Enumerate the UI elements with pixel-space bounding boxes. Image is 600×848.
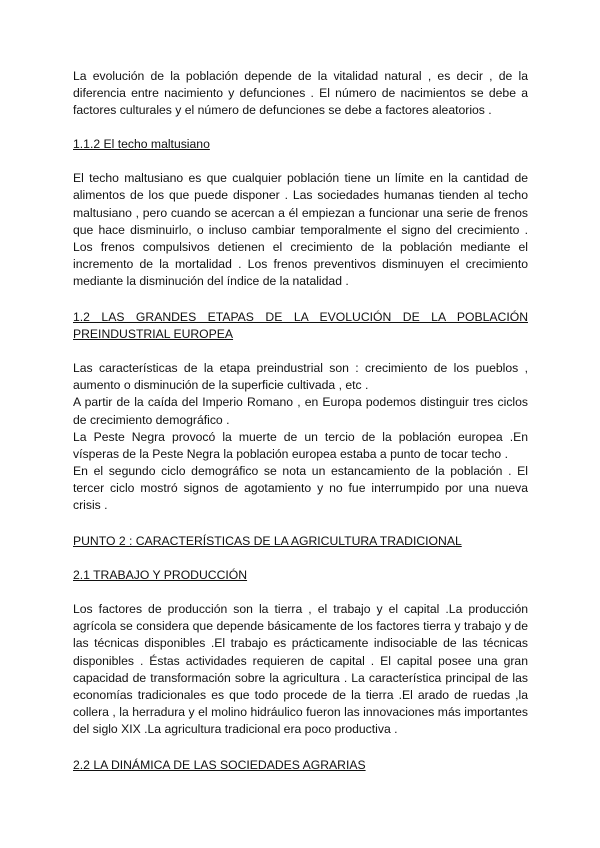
heading-1-2: 1.2 LAS GRANDES ETAPAS DE LA EVOLUCIÓN DE LA POBLACIÓN PREINDUSTRIAL EUROPEA	[73, 310, 528, 342]
etapas-paragraph-4: En el segundo ciclo demográfico se nota un estancamiento de la población . El tercer ciclo mostró signos de agotamiento y no fue interrumpido por una nueva crisis .	[73, 463, 528, 512]
etapas-paragraph-3: La Peste Negra provocó la muerte de un tercio de la población europea .En vísperas de la Peste Negra la población europea estaba a punto de tocar techo .	[73, 429, 528, 461]
intro-paragraph: La evolución de la población depende de la vitalidad natural , es decir , de la diferencia entre nacimiento y defunciones . El número de nacimientos se debe a factores culturales y el número de defunciones se debe a factores aleatorios .	[73, 69, 528, 118]
techo-maltusiano-paragraph: El techo maltusiano es que cualquier población tiene un límite en la cantidad de alimentos de los que puede disponer . Las sociedades humanas tienden al techo maltusiano , pero cuando se acercan a él empiezan a funcionar una serie de frenos que hace disminuirlo, o incluso cambiar temporalmente el signo del crecimiento . Los frenos compulsivos detienen el crecimiento de la población mediante el incremento de la mortalidad . Los frenos preventivos disminuyen el crecimiento mediante la disminución del índice de la natalidad .	[73, 171, 528, 288]
heading-1-1-2: 1.1.2 El techo maltusiano	[73, 137, 210, 152]
trabajo-produccion-paragraph: Los factores de producción son la tierra , el trabajo y el capital .La producción agrícola se considera que depende básicamente de los factores tierra y trabajo y de las técnicas disponibles .El trabajo es prácticamente indisociable de las técnicas disponibles . Éstas actividades requieren de capital . El capital posee una gran capacidad de transformación sobre la agricultura . La característica principal de las economías tradicionales es que todo procede de la tierra .El arado de ruedas ,la collera , la herradura y el molino hidráulico fueron las innovaciones más importantes del siglo XIX .La agricultura tradicional era poco productiva .	[73, 602, 528, 736]
etapas-paragraph-1: Las características de la etapa preindustrial son : crecimiento de los pueblos , aumento o disminución de la superficie cultivada , etc .	[73, 361, 528, 393]
heading-punto-2: PUNTO 2 : CARACTERÍSTICAS DE LA AGRICULTURA TRADICIONAL	[73, 534, 462, 549]
etapas-paragraph-2: A partir de la caída del Imperio Romano , en Europa podemos distinguir tres ciclos de crecimiento demográfico .	[73, 395, 528, 427]
heading-2-1: 2.1 TRABAJO Y PRODUCCIÓN	[73, 568, 248, 583]
heading-2-2: 2.2 LA DINÁMICA DE LAS SOCIEDADES AGRARIAS	[73, 758, 366, 772]
document-page	[73, 68, 528, 774]
